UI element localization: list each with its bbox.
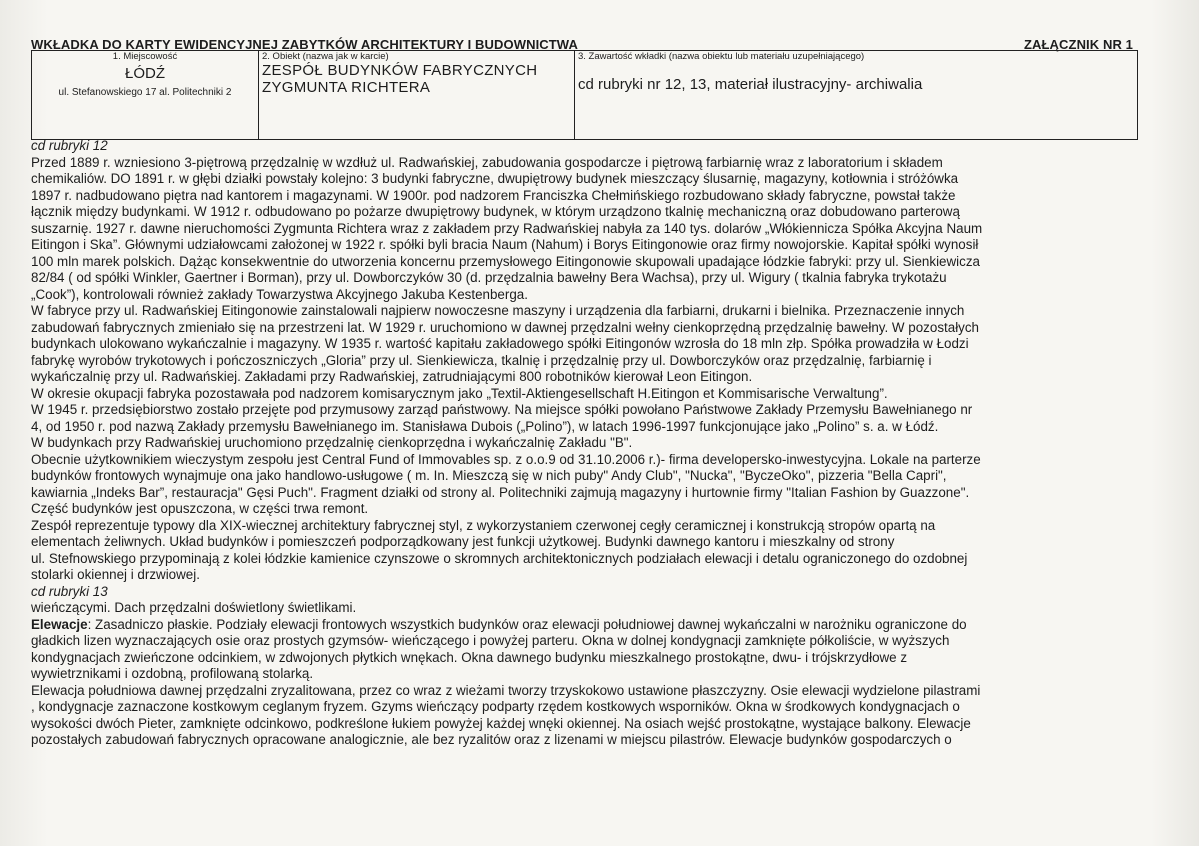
text-line: gładkich lizen wyznaczających osie oraz prostych gzymsów- wieńczącego i powyżej parteru. Okna w dolnej kondygnacji zamknięte półkoliście, w wyższych [31, 633, 950, 648]
text-line: Eitingon i Ska”. Głównymi udziałowcami założonej w 1922 r. spółki byli bracia Naum (Nahum) i Borys Eitingonowie oraz firmy nowojorskie. Kapitał spółki wynosił [31, 237, 979, 252]
text-line: wywietrznikami i ozdobną, profilowaną stolarką. [31, 666, 314, 681]
text-line: „Cook”), kontrolowali również zakłady Towarzystwa Akcyjnego Jakuba Kestenberga. [31, 286, 528, 302]
text-line: 1897 r. nadbudowano piętra nad kantorem i magazynami. W 1900r. pod nadzorem Franciszka Chełmińskiego rozbudowano składy fabryczne, powstał także [31, 187, 956, 203]
attachment-number: ZAŁĄCZNIK NR 1 [1023, 37, 1133, 52]
text-line: budynków frontowych wynajmuje ona jako handlowo-usługowe ( m. In. Mieszczą się w nich puby" Andy Club", "Nucka", "ByczeOko", pizzeria "Bella Capri", [31, 468, 947, 483]
object-value-line-1: ZESPÓŁ BUDYNKÓW FABRYCZNYCH [262, 62, 538, 79]
text-line: 100 mln marek polskich. Dążąc konsekwentnie do utworzenia koncernu przemysłowego Eitingonowie skupowali upadające łódzkie fabryki: przy ul. Sienkiewicza [31, 253, 980, 269]
text-line: wieńczącymi. Dach przędzalni doświetlony świetlikami. [31, 600, 357, 615]
object-cell [259, 51, 575, 140]
object-value-line-2: ZYGMUNTA RICHTERA [262, 79, 431, 96]
text-line: fabrykę wyrobów trykotowych i pończoszniczych „Gloria” przy ul. Sienkiewicza, tkalnię i przędzalnię przy ul. Dowborczyków oraz przędzalnię, farbiarnię i [31, 352, 932, 368]
text-line: , kondygnacje zaznaczone kostkowym ceglanym fryzem. Gzyms wieńczący podparty rzędem kostkowych wsporników. Okna w środkowych kondygnacjach o [31, 699, 960, 714]
document-body [31, 138, 1137, 749]
text-line: chemikaliów. DO 1891 r. w głębi działki powstały kolejno: 3 budynki fabryczne, dwupiętrowy budynek mieszczący ślusarnię, magazyny, kotłownia i stróżówka [31, 171, 959, 186]
content-value: cd rubryki nr 12, 13, materiał ilustracyjny- archiwalia [578, 76, 923, 93]
section-heading: cd rubryki 12 [31, 138, 108, 153]
text-line: stolarki okiennej i drzwiowej. [31, 567, 200, 582]
text-line: W budynkach przy Radwańskiej uruchomiono przędzalnię cienkoprzędna i wykańczalnię Zakładu "B". [31, 435, 633, 450]
text-line: elementach żeliwnych. Układ budynków i pomieszczeń podporządkowany jest funkcji użytkowej. Budynki dawnego kantoru i mieszkalny od strony [31, 534, 895, 549]
text-line: kawiarnia „Indeks Bar”, restauracja" Gęsi Puch". Fragment działki od strony al. Politechniki zajmują magazyny i hurtownie firmy "Italian Fashion by Guazzone". [31, 484, 970, 500]
text-line: W 1945 r. przedsiębiorstwo zostało przejęte pod przymusowy zarząd państwowy. Na miejsce spółki powołano Państwowe Zakłady Przemysłu Bawełnianego nr [31, 402, 973, 417]
place-label: 1. Miejscowość [112, 51, 178, 62]
text-line: ul. Stefnowskiego przypominają z kolei łódzkie kamienice czynszowe o skromnych architektonicznych podziałach elewacji i detalu ograniczonego do ozdobnej [31, 550, 968, 566]
text-line: Przed 1889 r. wzniesiono 3-piętrową przędzalnię w wzdłuż ul. Radwańskiej, zabudowania gospodarcze i piętrową farbiarnię wraz z laboratorium i składem [31, 154, 943, 170]
place-value: ŁÓDŹ [124, 65, 165, 82]
section-heading: cd rubryki 13 [31, 583, 108, 599]
text-line: Zespół reprezentuje typowy dla XIX-wiecznej architektury fabrycznej styl, z wykorzystaniem czerwonej cegły ceramicznej i konstrukcją stropów opartą na [31, 517, 936, 533]
text-line: Część budynków jest opuszczona, w części trwa remont. [31, 501, 369, 516]
content-label: 3. Zawartość wkładki (nazwa obiektu lub materiału uzupełniającego) [578, 51, 865, 62]
text-line: 4, od 1950 r. pod nazwą Zakłady przemysłu Bawełnianego im. Stanisława Dubois („Polino”), w latach 1996-1997 funkcjonujące jako „Polino” s. a. w Łódź. [31, 418, 939, 434]
text-line: budynkach ulokowano wykańczalnie i magazyny. W 1935 r. wartość kapitału zakładowego spółki Eitingonów wzrosła do 18 mln złp. Spółka prowadziła w Łodzi [31, 336, 969, 351]
text-line: wykańczalnię przy ul. Radwańskiej. Zakładami przy Radwańskiej, zatrudniającymi 800 robotników kierował Leon Eitingon. [31, 369, 753, 384]
text-line: kondygnacjach zwieńczone odcinkiem, w zdwojonych płytkich wnękach. Okna dawnego budynku mieszkalnego prostokątne, dwu- i trójskrzydłowe z [31, 649, 908, 665]
document-title: WKŁADKA DO KARTY EWIDENCYJNEJ ZABYTKÓW ARCHITEKTURY I BUDOWNICTWA [31, 37, 578, 52]
place-cell [32, 51, 259, 140]
text-line: Elewacje: Zasadniczo płaskie. Podziały elewacji frontowych wszystkich budynków oraz elewacji południowej dawnej wykańczalni w narożniku ograniczone do [31, 616, 967, 632]
info-table [31, 50, 1138, 140]
text-line: W fabryce przy ul. Radwańskiej Eitingonowie zainstalowali najpierw nowoczesne maszyny i urządzenia dla farbiarni, drukarni i bielnika. Przeznaczenie innych [31, 303, 965, 318]
text-line: łącznik między budynkami. W 1912 r. odbudowano po pożarze dwupiętrowy budynek, w którym urządzono tkalnię mechaniczną oraz dobudowano parterową [31, 204, 960, 219]
text-line: Elewacja południowa dawnej przędzalni zryzalitowana, przez co wraz z wieżami tworzy trzyskokowo ustawione płaszczyzny. Osie elewacji wydzielone pilastrami [31, 682, 981, 698]
place-address: ul. Stefanowskiego 17 al. Politechniki 2 [58, 87, 232, 98]
text-line: W okresie okupacji fabryka pozostawała pod nadzorem komisarycznym jako „Textil-Aktiengesellschaft H.Eitingon et Kommisarische Verwaltung”. [31, 385, 888, 401]
text-line: pozostałych zabudowań fabrycznych opracowane analogicznie, ale bez ryzalitów oraz z lizenami w miejscu pilastrów. Elewacje budynków gospodarczych o [31, 732, 952, 747]
content-cell [575, 51, 1138, 140]
text-line: suszarnię. 1927 r. dawne nieruchomości Zygmunta Richtera wraz z zakładem przy Radwańskiej nabyła za 140 tys. dolarów „Włókiennicza Spółka Akcyjna Naum [31, 220, 983, 236]
text-line: 82/84 ( od spółki Winkler, Gaertner i Borman), przy ul. Dowborczyków 30 (d. przędzalnia bawełny Bera Wachsa), przy ul. Wigury ( tkalnia fabryka trykotażu [31, 270, 947, 285]
object-label: 2. Obiekt (nazwa jak w karcie) [262, 51, 389, 62]
text-line: zabudowań fabrycznych zmieniało się na przestrzeni lat. W 1929 r. uruchomiono w dawnej przędzalni wełny cienkoprzędną przędzalnię bawełny. W pozostałych [31, 319, 980, 335]
text-line: wysokości dwóch Pieter, zamknięte odcinkowo, podkreślone łukiem powyżej każdej wnęki okiennej. Na osiach wejść prostokątne, wystające balkony. Elewacje [31, 715, 971, 731]
text-line: Obecnie użytkownikiem wieczystym zespołu jest Central Fund of Immovables sp. z o.o.9 od 31.10.2006 r.)- firma developersko-inwestycyjna. Lokale na parterze [31, 451, 981, 467]
